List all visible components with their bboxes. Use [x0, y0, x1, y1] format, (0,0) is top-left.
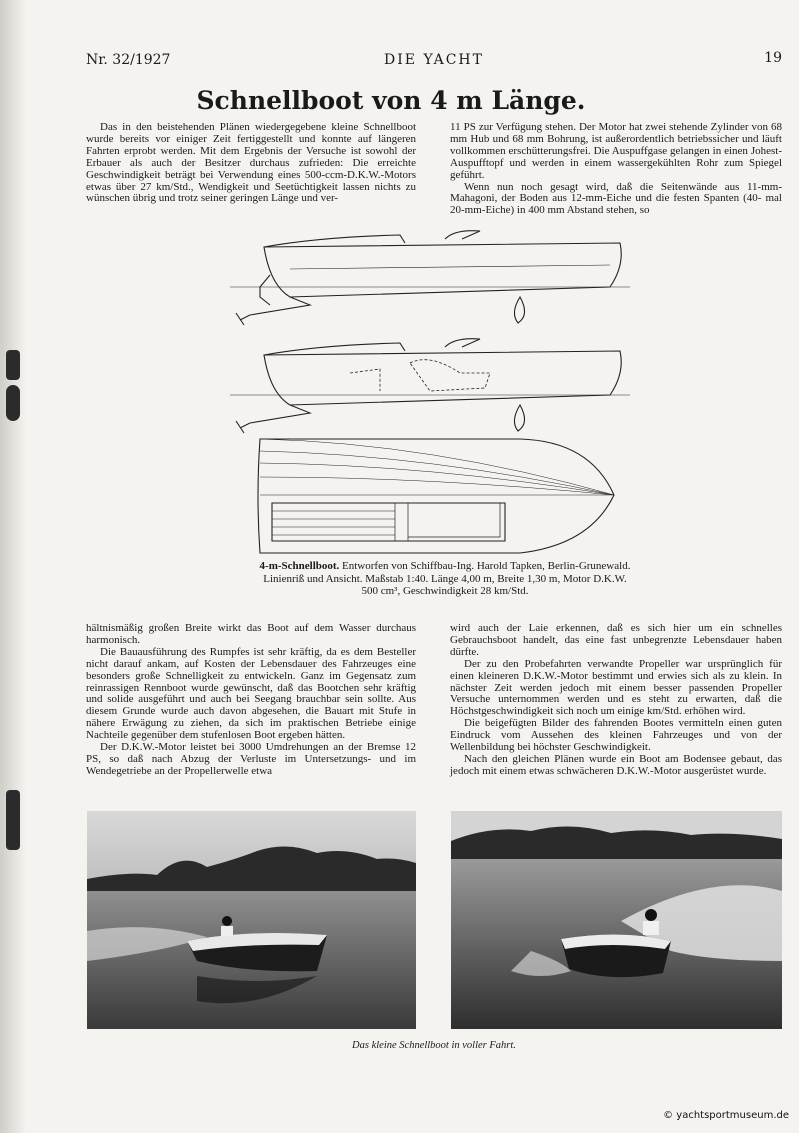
photos-caption: Das kleine Schnellboot in voller Fahrt. — [352, 1040, 516, 1051]
text-column-top-right — [450, 122, 782, 217]
binding-hole — [6, 790, 20, 850]
page-binding-edge — [0, 0, 26, 1133]
page-number: 19 — [764, 50, 782, 66]
magazine-name: DIE YACHT — [384, 52, 484, 68]
binding-hole — [6, 385, 20, 421]
caption-title: 4-m-Schnellboot. — [259, 560, 340, 572]
paragraph: Wenn nun noch gesagt wird, daß die Seitenwände aus 11-mm-Mahagoni, der Boden aus 12-mm-Eiche und die festen Spanten (40- mal 20-mm-Eiche) in 400 mm Abstand stehen, so — [450, 180, 782, 217]
paragraph: Das in den beistehenden Plänen wiedergegebene kleine Schnellboot wurde bereits vor einiger Zeit fertiggestellt und konnte auf längeren Fahrten erprobt werden. Mit dem Ergebnis der Versuche ist sowohl der Erbauer als auch der Besitzer durchaus zufrieden: Die erreichte Geschwindigkeit beträgt bei Verwendung eines 500-ccm-D.K.W.-Motors etwas über 27 km/Std., Wendigkeit und Seetüchtigkeit lassen nichts zu wünschen übrig und trotz seiner geringen Länge und ver- — [86, 121, 416, 205]
boat-photo-left — [87, 811, 416, 1029]
issue-number: Nr. 32/1927 — [86, 52, 171, 68]
plan-view — [258, 439, 614, 553]
caption-text: Entworfen von Schiffbau-Ing. Harold Tapken, Berlin-Grunewald. Linienriß und Ansicht. Maßstab 1:40. Länge 4,00 m, Breite 1,30 m, Motor D.K.W. 500 cm³, Geschwindigkeit 28 km/Std. — [263, 560, 631, 598]
paragraph: Der D.K.W.-Motor leistet bei 3000 Umdrehungen an der Bremse 12 PS, so daß nach Abzug der Verluste im Untersetzungs- und im Wendegetriebe an der Propellerwelle etwa — [86, 741, 416, 777]
paragraph: Nach den gleichen Plänen wurde ein Boot am Bodensee gebaut, das jedoch mit einem etwas schwächeren D.K.W.-Motor ausgerüstet wurde. — [450, 752, 782, 777]
paragraph: wird auch der Laie erkennen, daß es sich hier um ein schnelles Gebrauchsboot handelt, das eine fast unbegrenzte Lebensdauer haben dürfte. — [450, 622, 782, 658]
side-view-lower — [230, 339, 630, 433]
page-header — [86, 52, 782, 72]
boat-line-drawings — [230, 225, 636, 560]
text-column-bottom-left — [86, 623, 416, 778]
boat-photo-right — [451, 811, 782, 1029]
binding-hole — [6, 350, 20, 380]
article-title: Schnellboot von 4 m Länge. — [196, 86, 586, 115]
paragraph: 11 PS zur Verfügung stehen. Der Motor hat zwei stehende Zylinder von 68 mm Hub und 68 mm Bohrung, ist außerordentlich betriebssicher und läuft vollkommen erschütterungsfrei. Die Auspuffgase gelangen in einen Johest-Auspufftopf und werden in einem wassergekühlten Rohr zum Spiegel geführt. — [450, 121, 782, 181]
side-view-upper — [230, 231, 630, 325]
paragraph: Die Bauausführung des Rumpfes ist sehr kräftig, da es dem Besteller nicht darauf ankam, auf Kosten der Lebensdauer des Fahrzeuges eine besonders große Schnelligkeit zu entwickeln. Ganz im Gegensatz zum reinrassigen Rennboot wurde gewünscht, daß das Bootchen sehr kräftig und solide ausgeführt und auch bei Seegang brauchbar sein sollte. Aus diesem Grunde wurde auch davon abgesehen, die Bauart mit Stufe in nähere Erwägung zu ziehen, da sich im praktischen Betriebe einige Nachteile gegenüber dem stufenlosen Boot ergeben hätten. — [86, 645, 416, 742]
copyright-watermark: © yachtsportmuseum.de — [663, 1110, 789, 1121]
paragraph: hältnismäßig großen Breite wirkt das Boot auf dem Wasser durchaus harmonisch. — [86, 622, 416, 646]
text-column-bottom-right — [450, 623, 782, 778]
figure-caption — [254, 560, 636, 598]
paragraph: Die beigefügten Bilder des fahrenden Bootes vermitteln einen guten Eindruck vom Aussehen des kleinen Fahrzeuges und von der Wellenbildung bei höchster Geschwindigkeit. — [450, 717, 782, 754]
paragraph: Der zu den Probefahrten verwandte Propeller war ursprünglich für einen kleineren D.K.W.-Motor bestimmt und erwies sich als zu klein. In nächster Zeit werden jedoch mit einem besser passenden Propeller Versuche unternommen werden und es steht zu erwarten, daß die Höchstgeschwindigkeit sich noch um einige km/Std. erhöhen wird. — [450, 657, 782, 718]
text-column-top-left — [86, 122, 416, 205]
